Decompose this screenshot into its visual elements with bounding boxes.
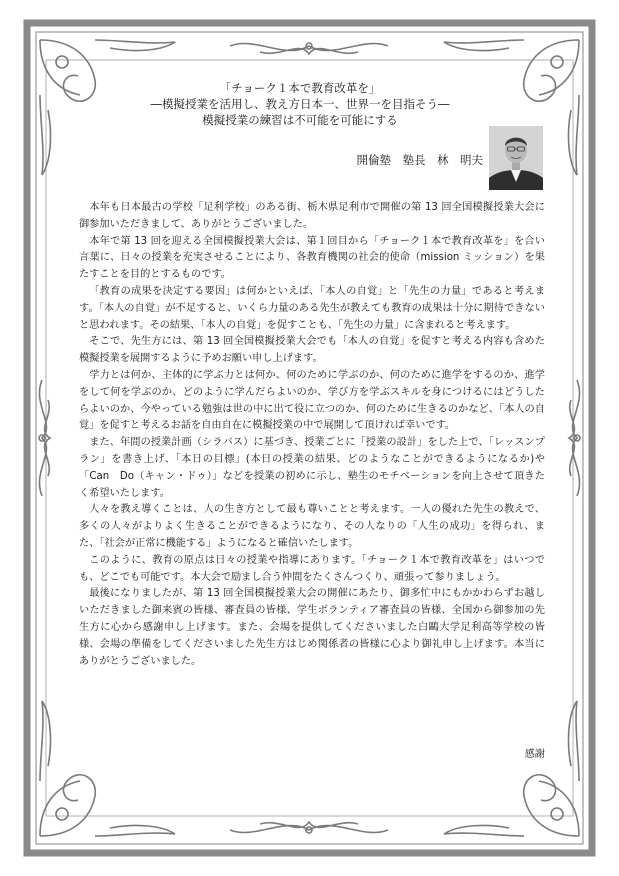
paragraph: 「教育の成果を決定する要因」は何かといえば、「本人の自覚」と「先生の力量」であると考えます。「本人の自覚」が不足すると、いくら力量のある先生が教えても教育の成果は十分に期待できないと思われます。その結果、「本人の自覚」を促すことも、「先生の力量」に含まれると考えます。 — [79, 285, 545, 331]
paragraph: 本年も日本最古の学校「足利学校」のある街、栃木県足利市で開催の第 13 回全国模擬授業大会に御参加いただきまして、ありがとうございました。 — [79, 202, 545, 230]
message-body — [79, 200, 545, 670]
tagline: 模擬授業の練習は不可能を可能にする — [202, 113, 398, 127]
main-title: 「チョーク１本で教育改革を」 — [219, 81, 381, 95]
paragraph: そこで、先生方には、第 13 回全国模擬授業大会でも「本人の自覚」を促すと考える内容も含めた模擬授業を展開するように予めお願い申し上げます。 — [79, 336, 545, 365]
author-name: 開倫塾 塾長 林 明夫 — [356, 153, 483, 167]
portrait-photo — [489, 126, 543, 190]
closing-signoff: 感謝 — [524, 749, 545, 760]
paragraph: 本年で第 13 回を迎える全国模擬授業大会は、第１回目から「チョーク１本で教育改革を」を合い言葉に、日々の授業を充実させることにより、各教育機関の社会的使命（mission ミッション）を果たすことを目的とするものです。 — [79, 235, 545, 281]
paragraph: 学力とは何か、主体的に学ぶ力とは何か、何のために学ぶのか、何のために進学をするのか、進学をして何を学ぶのか、どのように学んだらよいのか、学び方を学ぶスキルを身につけるにはどうしたらよいのか、今やっている勉強は世の中に出て役に立つのか、何のために生きるのかなど、「本人の自覚」を促すと考えるお話を自由自在に模擬授業の中で展開して頂ければ幸いです。 — [79, 369, 545, 432]
paragraph: また、年間の授業計画（シラバス）に基づき、授業ごとに「授業の設計」をした上で、「レッスンプラン」を書き上げ、「本日の目標」(本日の授業の結果、どのようなことができるようになるか)や「Can Do（キャン・ドゥ）」などを授業の初めに示し、塾生のモチベーションを向上させて頂きたく希望いたします。 — [79, 437, 545, 499]
paragraph: 人々を教え導くことは、人の生き方として最も尊いことと考えます。一人の優れた先生の教えで、多くの人々がよりよく生きることができるようになり、その人なりの「人生の成功」を得られ、また、「社会が正常に機能する」ようになると確信いたします。 — [79, 504, 545, 549]
title-block — [120, 80, 480, 128]
paragraph: このように、教育の原点は日々の授業や指導にあります。「チョーク１本で教育改革を」はいつでも、どこでも可能です。本大会で励まし合う仲間をたくさんつくり、頑張って参りましょう。 — [79, 554, 545, 583]
paragraph: 最後になりましたが、第 13 回全国模擬授業大会の開催にあたり、御多忙中にもかかわらずお越しいただきました御来賓の皆様、審査員の皆様、学生ボランティア審査員の皆様、全国から御参加の先生方に心から感謝申し上げます。また、会場を提供してくださいました白鷗大学足利高等学校の皆様、会場の準備をしてくださいました先生方はじめ関係者の皆様に心より御礼申し上げます。本当にありがとうございました。 — [79, 588, 545, 667]
subtitle: ―模擬授業を活用し、教え方日本一、世界一を目指そう― — [150, 97, 450, 111]
